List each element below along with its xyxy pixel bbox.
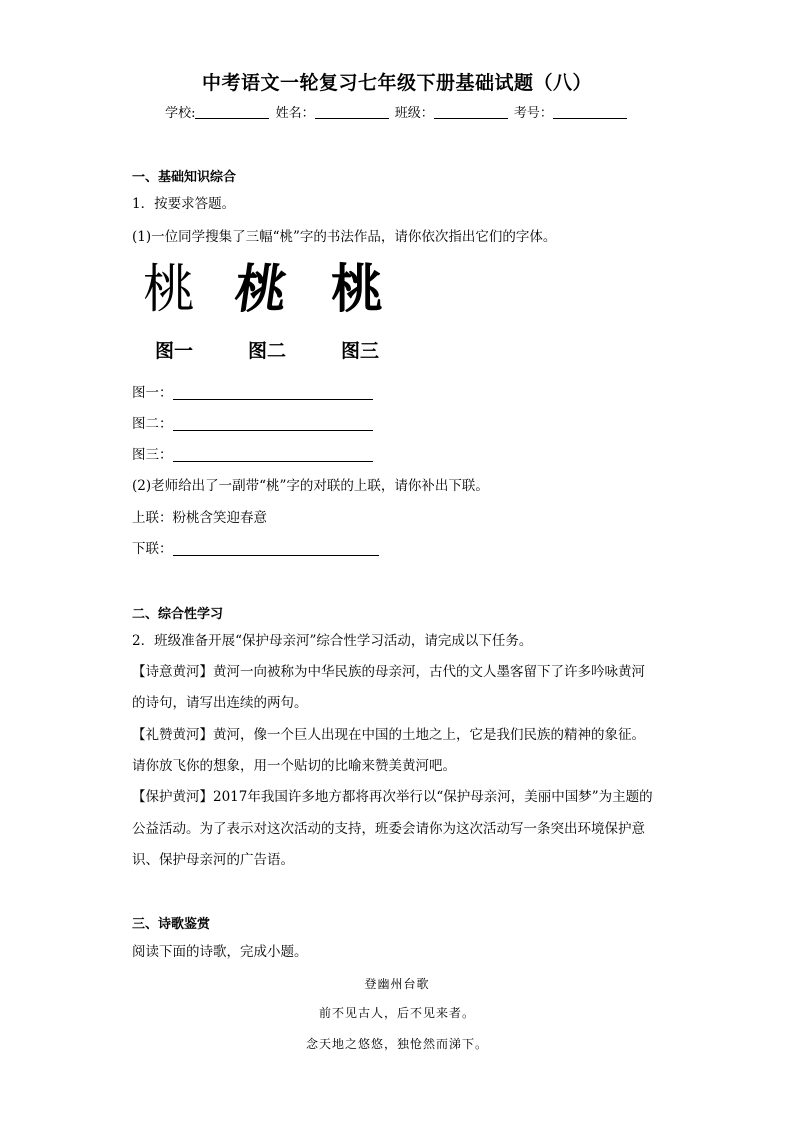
calligraphy-fig3: 桃 — [331, 260, 384, 320]
section1-heading: 一、基础知识综合 — [132, 170, 237, 185]
answer-row-fig1 — [132, 381, 373, 401]
answer-blank-fig3[interactable] — [173, 447, 373, 462]
name-label: 姓名： — [275, 106, 315, 121]
task2-line2: 请你放飞你的想象，用一个贴切的比喻来赞美黄河吧。 — [132, 758, 456, 774]
fig1-label: 图一 — [155, 340, 194, 362]
task1-line2: 的诗句，请写出连续的两句。 — [132, 695, 308, 711]
couplet-lower-row — [132, 537, 379, 557]
task3-line1: 【保护黄河】2017年我国许多地方都将再次举行以“保护母亲河，美丽中国梦”为主题的 — [132, 789, 653, 805]
student-info-row — [0, 102, 794, 121]
poem-line-1: 前不见古人，后不见来者。 — [318, 1006, 475, 1020]
task1-line1: 【诗意黄河】黄河一向被称为中华民族的母亲河，古代的文人墨客留下了许多吟咏黄河 — [132, 664, 645, 680]
question-1: 1．按要求答题。 — [132, 196, 236, 212]
calligraphy-fig2: 桃 — [230, 260, 292, 320]
question-2: 2．班级准备开展“保护母亲河”综合性学习活动，请完成以下任务。 — [132, 633, 533, 649]
section3-heading: 三、诗歌鉴赏 — [132, 917, 211, 932]
answer-label-fig1: 图一： — [132, 385, 173, 401]
poem-line-2: 念天地之悠悠，独怆然而涕下。 — [305, 1037, 488, 1051]
couplet-upper: 上联：粉桃含笑迎春意 — [132, 510, 267, 526]
exam-no-field[interactable] — [553, 105, 627, 119]
school-label: 学校: — [165, 106, 196, 121]
class-label: 班级： — [394, 106, 434, 121]
answer-blank-fig1[interactable] — [173, 385, 373, 400]
task2-line1: 【礼赞黄河】黄河，像一个巨人出现在中国的土地之上，它是我们民族的精神的象征。 — [132, 727, 645, 743]
question-1-2: (2)老师给出了一副带“桃”字的对联的上联，请你补出下联。 — [132, 478, 489, 494]
answer-row-fig3 — [132, 443, 373, 463]
answer-blank-fig2[interactable] — [173, 416, 373, 431]
answer-row-fig2 — [132, 412, 373, 432]
couplet-lower-label: 下联： — [132, 541, 173, 557]
task3-line3: 识、保护母亲河的广告语。 — [132, 852, 294, 868]
fig2-label: 图二 — [248, 340, 287, 362]
answer-label-fig2: 图二： — [132, 416, 173, 432]
calligraphy-fig1: 桃 — [143, 260, 196, 320]
answer-label-fig3: 图三： — [132, 447, 173, 463]
class-field[interactable] — [434, 105, 508, 119]
task3-line2: 公益活动。为了表示对这次活动的支持，班委会请你为这次活动写一条突出环境保护意 — [132, 821, 645, 837]
page-title: 中考语文一轮复习七年级下册基础试题（八） — [201, 72, 592, 94]
school-field[interactable] — [195, 105, 269, 119]
section2-heading: 二、综合性学习 — [132, 607, 224, 622]
section3-intro: 阅读下面的诗歌，完成小题。 — [132, 944, 308, 960]
name-field[interactable] — [315, 105, 389, 119]
exam-no-label: 考号： — [513, 106, 553, 121]
fig3-label: 图三 — [341, 340, 380, 362]
question-1-1: (1)一位同学搜集了三幅“桃”字的书法作品，请你依次指出它们的字体。 — [132, 229, 557, 245]
couplet-lower-blank[interactable] — [173, 541, 379, 556]
poem-title: 登幽州台歌 — [364, 977, 430, 991]
